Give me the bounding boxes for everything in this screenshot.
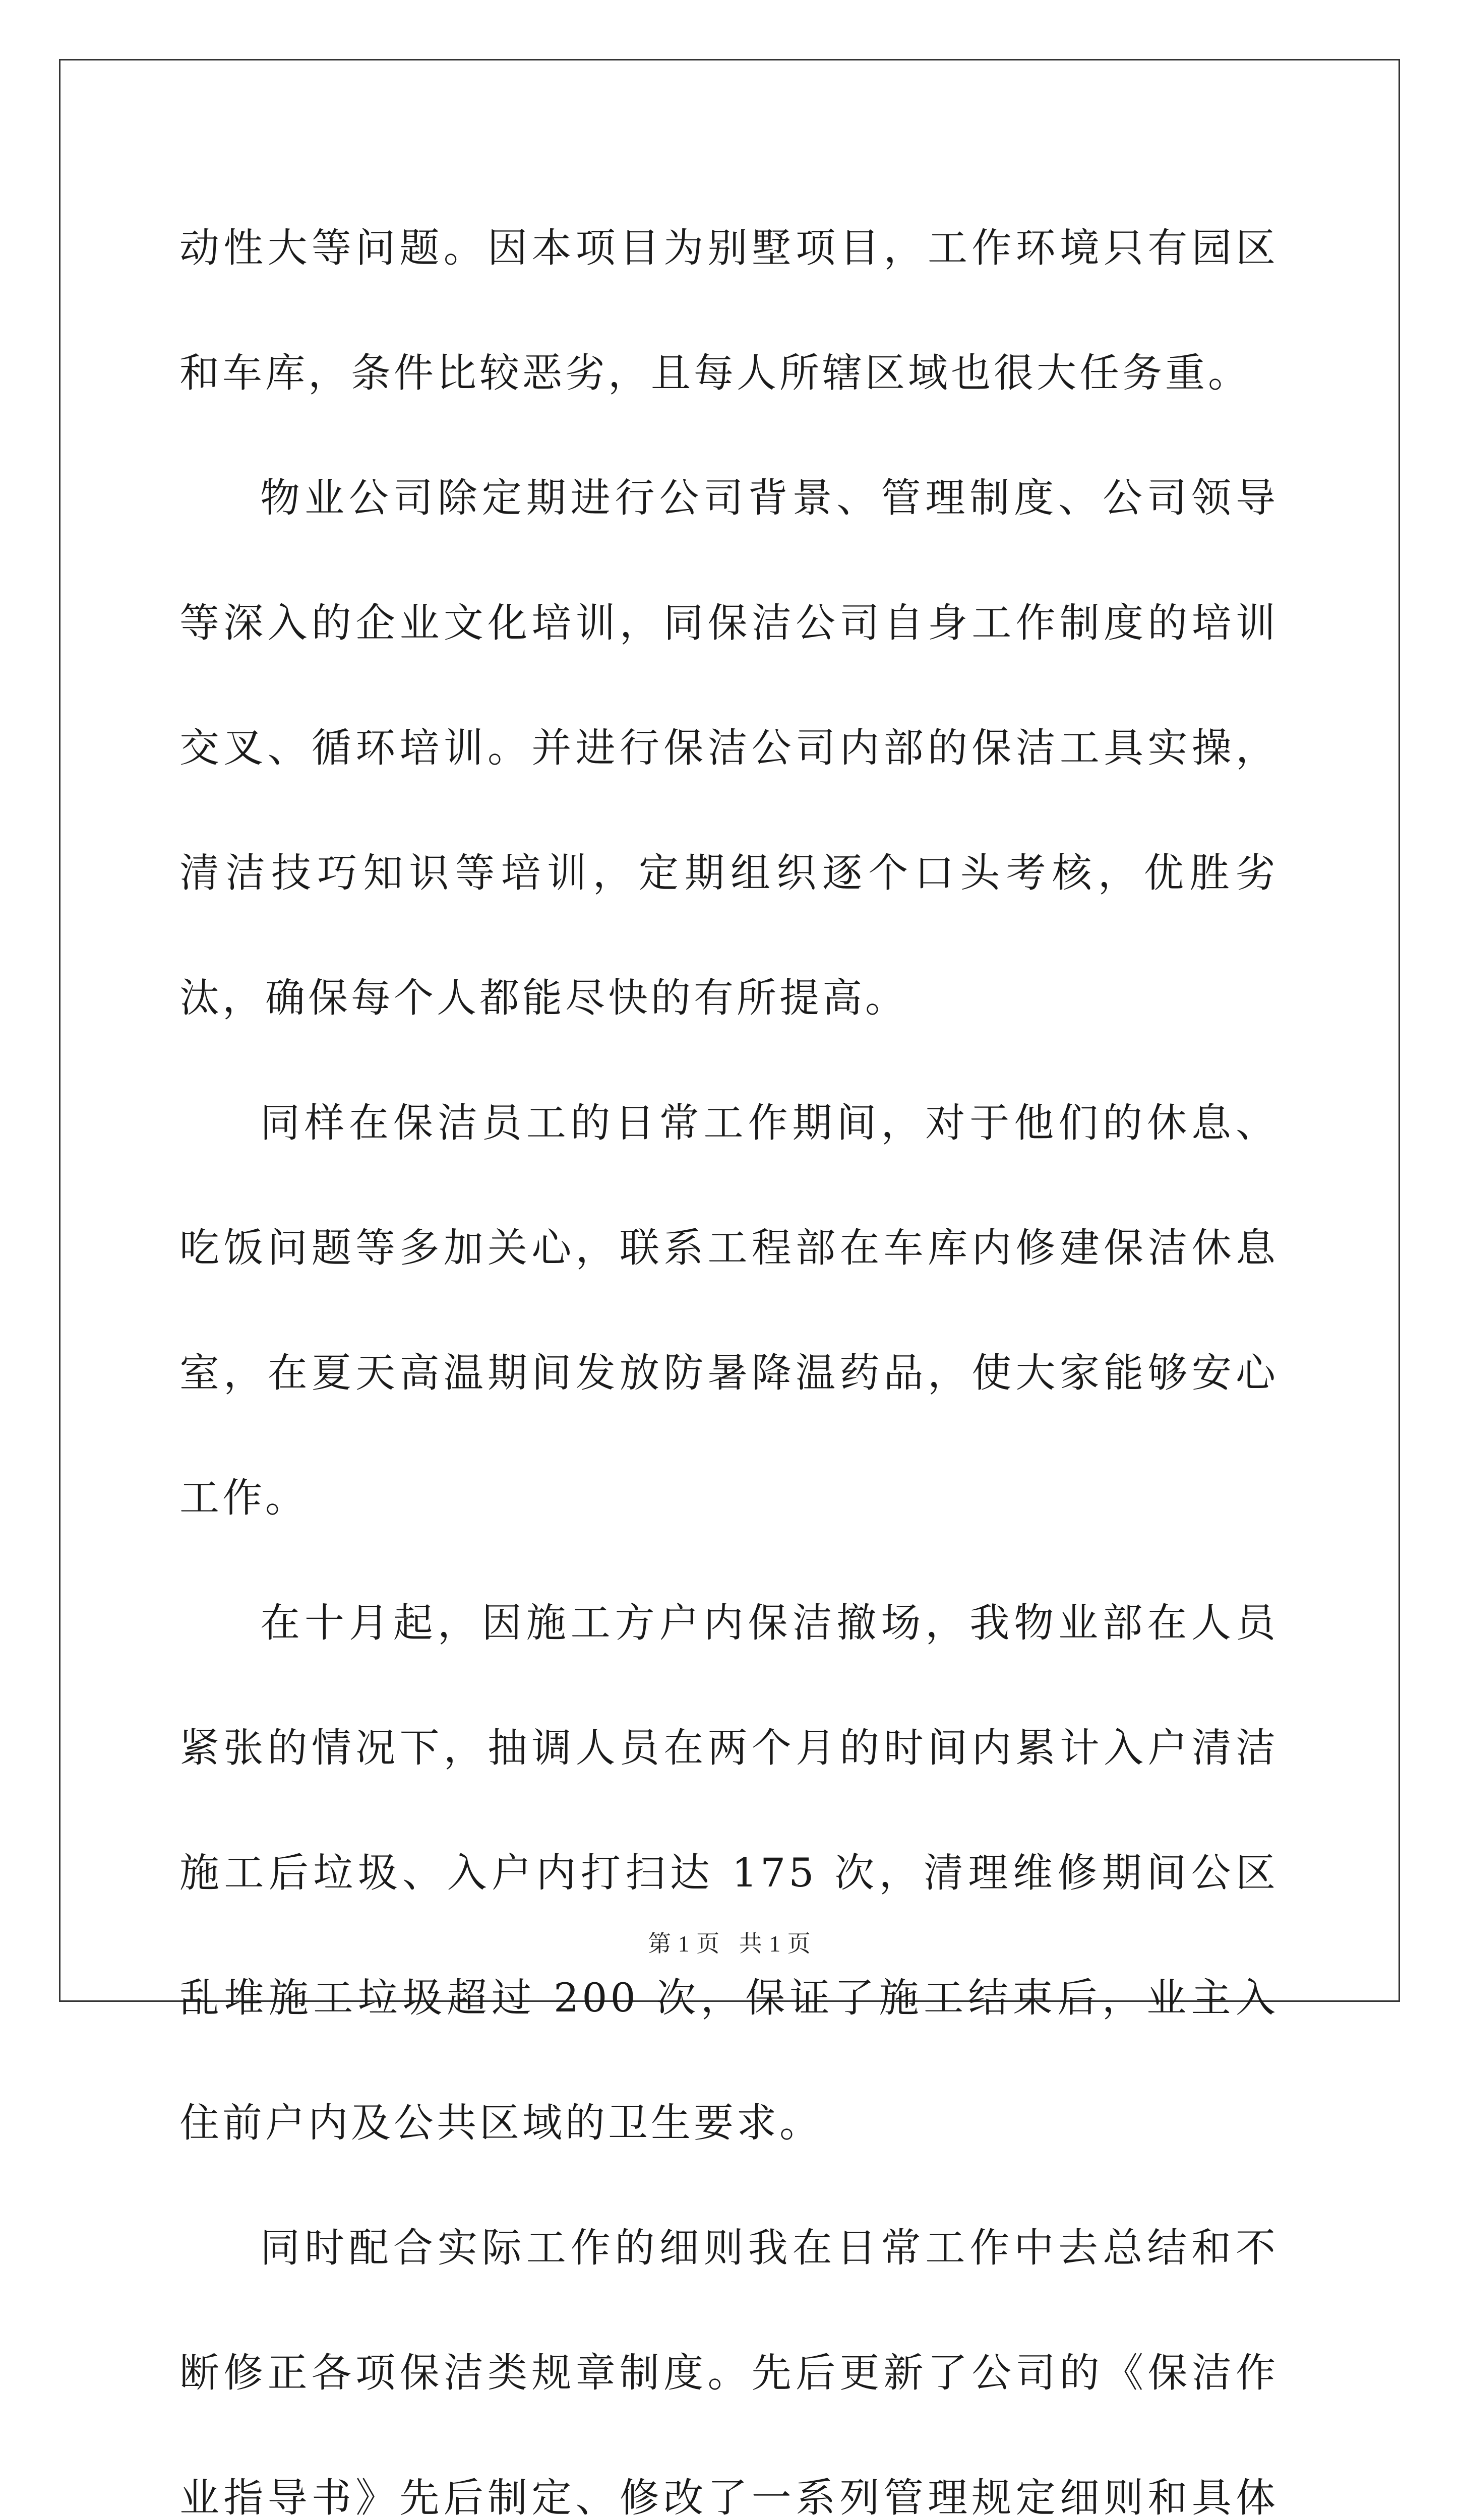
paragraph-5: 同时配合实际工作的细则我在日常工作中去总结和不断修正各项保洁类规章制度。先后更新了公司的《保洁作业指导书》先后制定、修改了一系列管理规定细则和具体 [179,2225,1279,2520]
paragraph-3: 同样在保洁员工的日常工作期间，对于他们的休息、吃饭问题等多加关心，联系工程部在车库内修建保洁休息室，在夏天高温期间发放防暑降温药品，使大家能够安心工作。 [179,1100,1279,1521]
paragraph-2: 物业公司除定期进行公司背景、管理制度、公司领导等深入的企业文化培训，同保洁公司自身工作制度的培训交叉、循环培训。并进行保洁公司内部的保洁工具实操，清洁技巧知识等培训，定期组织逐个口头考核，优胜劣汰，确保每个人都能尽快的有所提高。 [179,475,1279,1021]
page-total: 共 1 页 [739,1931,811,1957]
paragraph-1: 动性大等问题。因本项目为别墅项目，工作环境只有园区和车库，条件比较恶劣，且每人所辖区域也很大任务重。 [179,225,1279,396]
page-footer [0,1925,1459,1959]
document-body [179,185,1279,2520]
page-number: 第 1 页 [648,1931,720,1957]
paragraph-4: 在十月起，因施工方户内保洁撤场，我物业部在人员紧张的情况下，抽调人员在两个月的时间内累计入户清洁施工后垃圾、入户内打扫达 175 次，清理维修期间公区乱堆施工垃圾超过 200 次，保证了施工结束后，业主入住前户内及公共区域的卫生要求。 [179,1600,1279,2146]
